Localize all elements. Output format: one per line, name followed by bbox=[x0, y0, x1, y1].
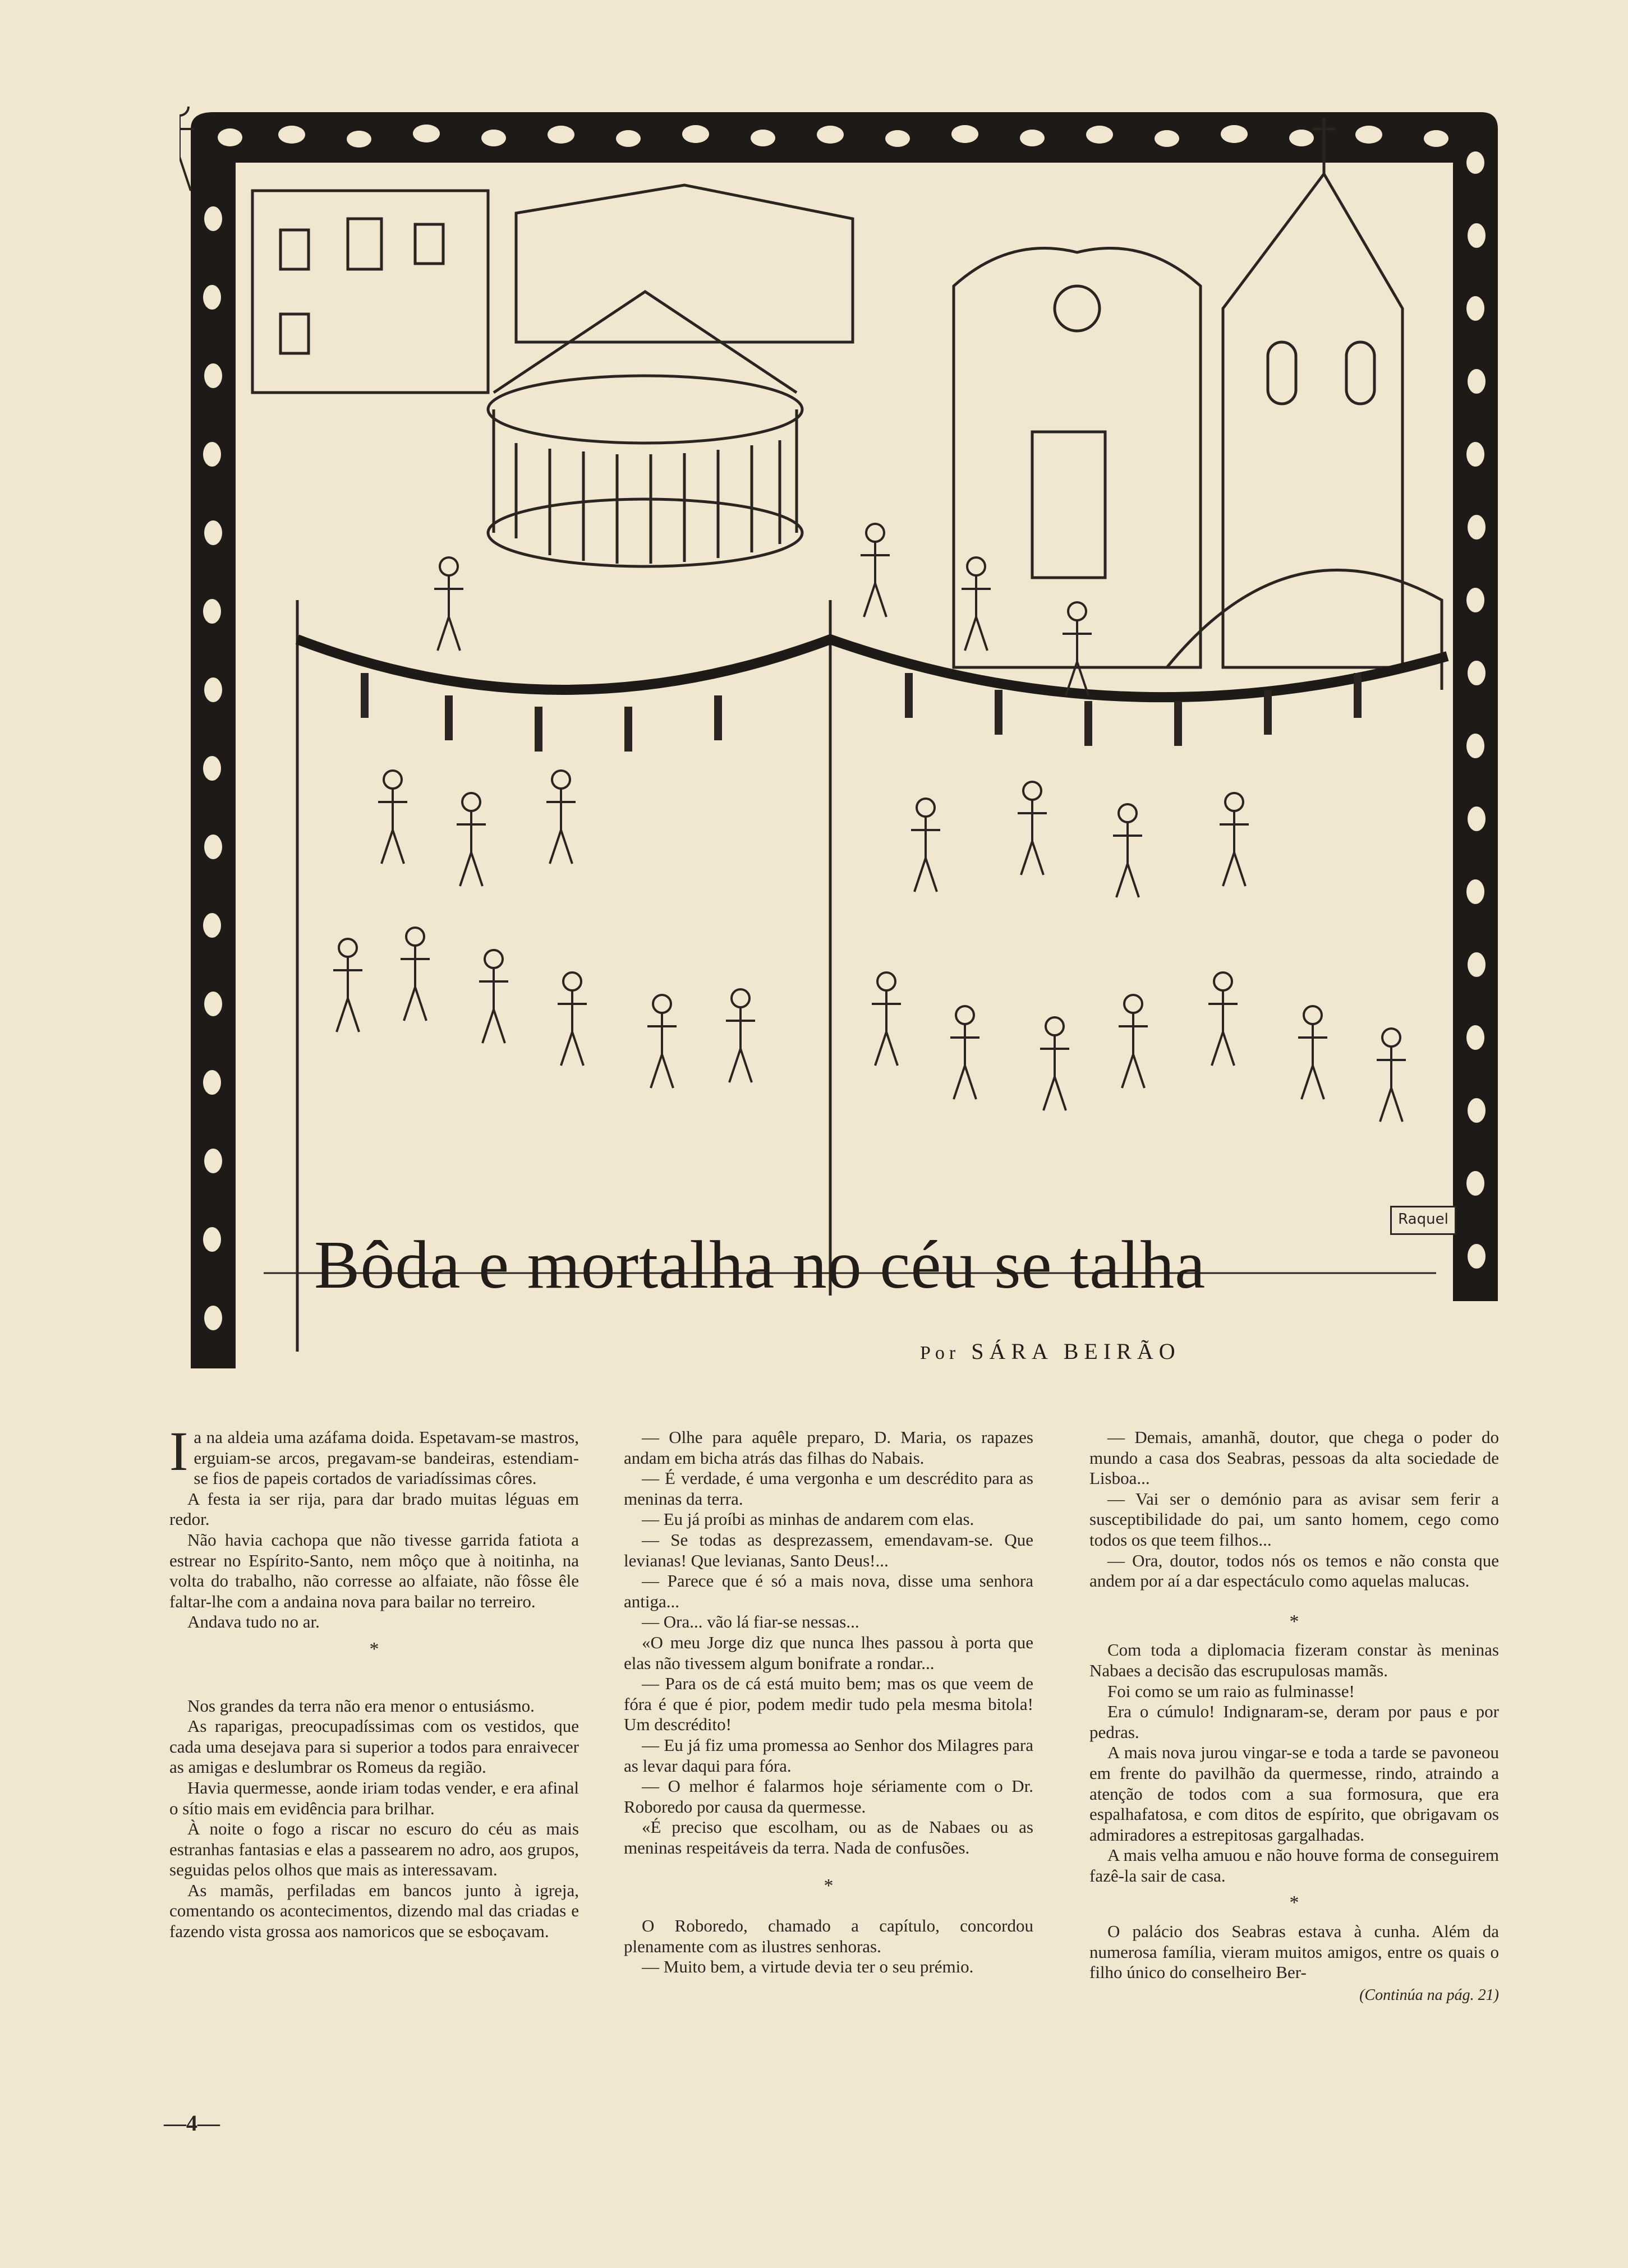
paragraph: A mais velha amuou e não houve forma de conseguirem fazê-la sair de casa. bbox=[1089, 1845, 1499, 1886]
paragraph: As mamãs, perfiladas em bancos junto à igreja, comentando os acontecimentos, dizendo mal das criadas e fazendo vista grossa aos namoricos que se esboçavam. bbox=[169, 1880, 579, 1942]
paragraph: — Demais, amanhã, doutor, que chega o poder do mundo a casa dos Seabras, pessoas da alta sociedade de Lisboa... bbox=[1089, 1427, 1499, 1488]
column-1 bbox=[169, 1420, 579, 1942]
section-separator: * bbox=[369, 1638, 379, 1659]
paragraph: — É verdade, é uma vergonha e um descrédito para as meninas da terra. bbox=[624, 1468, 1033, 1509]
paragraph: — Eu já fiz uma promessa ao Senhor dos Milagres para as levar daqui para fóra. bbox=[624, 1735, 1033, 1776]
paragraph: — Ora, doutor, todos nós os temos e não consta que andem por aí a dar espectáculo como aquelas malucas. bbox=[1089, 1550, 1499, 1591]
paragraph bbox=[169, 1420, 579, 1489]
paragraph: Andava tudo no ar. bbox=[187, 1612, 320, 1632]
paragraph: Havia quermesse, aonde iriam todas vender, e era afinal o sítio mais em evidência para brilhar. bbox=[169, 1777, 579, 1818]
paragraph: À noite o fogo a riscar no escuro do céu as mais estranhas fantasias e elas a passearem no adro, aos grupos, seguidas pelos olhos que mais as interessavam. bbox=[169, 1819, 579, 1880]
artist-signature: Raquel bbox=[1390, 1206, 1456, 1235]
paragraph: Com toda a diplomacia fizeram constar às meninas Nabaes a decisão das escrupulosas mamãs. bbox=[1089, 1640, 1499, 1680]
paragraph: — Para os de cá está muito bem; mas os que veem de fóra é que é pior, podem medir tudo pela mesma bitola! Um descrédito! bbox=[624, 1674, 1033, 1735]
paragraph: — Olhe para aquêle preparo, D. Maria, os rapazes andam em bicha atrás das filhas do Nabais. bbox=[624, 1427, 1033, 1468]
festival-illustration bbox=[180, 107, 1515, 1374]
paragraph: — Muito bem, a virtude devia ter o seu prémio. bbox=[642, 1957, 974, 1977]
paragraph-text: a na aldeia uma azáfama doida. Espetavam-se mastros, erguiam-se arcos, pregavam-se bandeiras, estendiam-se fios de papeis cortados de variadíssimas côres. bbox=[194, 1427, 579, 1488]
paragraph: «O meu Jorge diz que nunca lhes passou à porta que elas não tivessem algum bonifrate a rondar... bbox=[624, 1632, 1033, 1673]
paragraph: «É preciso que escolham, ou as de Nabaes ou as meninas respeitáveis da terra. Nada de confusões. bbox=[624, 1817, 1033, 1857]
paragraph: — Parece que é só a mais nova, disse uma senhora antiga... bbox=[624, 1571, 1033, 1611]
column-2 bbox=[624, 1427, 1033, 1977]
paragraph: — Vai ser o demónio para as avisar sem ferir a susceptibilidade do pai, um santo homem, cego como todos os que teem filhos... bbox=[1089, 1488, 1499, 1550]
paragraph: Não havia cachopa que não tivesse garrida fatiota a estrear no Espírito-Santo, nem môço que à noitinha, na volta do trabalho, não corresse ao alfaiate, não fôsse êle faltar-lhe com a andaina nova para bailar no terreiro. bbox=[169, 1529, 579, 1611]
article-title: Bôda e mortalha no céu se talha bbox=[314, 1227, 1206, 1303]
paragraph: Era o cúmulo! Indignaram-se, deram por paus e por pedras. bbox=[1089, 1702, 1499, 1742]
section-separator: * bbox=[1289, 1611, 1299, 1632]
byline-prefix: Por bbox=[920, 1343, 960, 1363]
drop-cap: I bbox=[169, 1420, 188, 1482]
page-number: —4— bbox=[164, 2110, 220, 2136]
continuation-note: (Continúa na pág. 21) bbox=[1359, 1986, 1499, 2004]
paragraph: As raparigas, preocupadíssimas com os vestidos, que cada uma desejava para si superior a todos para enraivecer as amigas e deslumbrar os Romeus da região. bbox=[169, 1716, 579, 1777]
paragraph: — Ora... vão lá fiar-se nessas... bbox=[642, 1612, 859, 1632]
paragraph: Foi como se um raio as fulminasse! bbox=[1107, 1681, 1355, 1701]
paragraph: — Se todas as desprezassem, emendavam-se. Que levianas! Que levianas, Santo Deus!... bbox=[624, 1529, 1033, 1570]
byline bbox=[920, 1338, 1313, 1365]
column-3 bbox=[1089, 1427, 1499, 2006]
paragraph: O palácio dos Seabras estava à cunha. Além da numerosa família, vieram muitos amigos, entre os quais o filho único do conselheiro Ber- bbox=[1089, 1921, 1499, 1983]
paragraph: A festa ia ser rija, para dar brado muitas léguas em redor. bbox=[169, 1488, 579, 1529]
section-separator: * bbox=[1289, 1892, 1299, 1914]
author-name: SÁRA BEIRÃO bbox=[971, 1339, 1181, 1364]
paragraph: — O melhor é falarmos hoje sériamente com o Dr. Roboredo por causa da quermesse. bbox=[624, 1776, 1033, 1817]
article-body bbox=[0, 1420, 1628, 2100]
paragraph: Nos grandes da terra não era menor o entusiásmo. bbox=[187, 1695, 535, 1716]
section-separator: * bbox=[824, 1875, 834, 1897]
paragraph: A mais nova jurou vingar-se e toda a tarde se pavoneou em frente do pavilhão da quermesse, rindo, atraindo a atenção de todos com a sua formosura, que era espalhafatosa, e com ditos de espírito, que obrigavam os admiradores a estrepitosas gargalhadas. bbox=[1089, 1743, 1499, 1845]
paragraph: — Eu já proíbi as minhas de andarem com elas. bbox=[642, 1509, 974, 1529]
paragraph: O Roboredo, chamado a capítulo, concordou plenamente com as ilustres senhoras. bbox=[624, 1916, 1033, 1956]
